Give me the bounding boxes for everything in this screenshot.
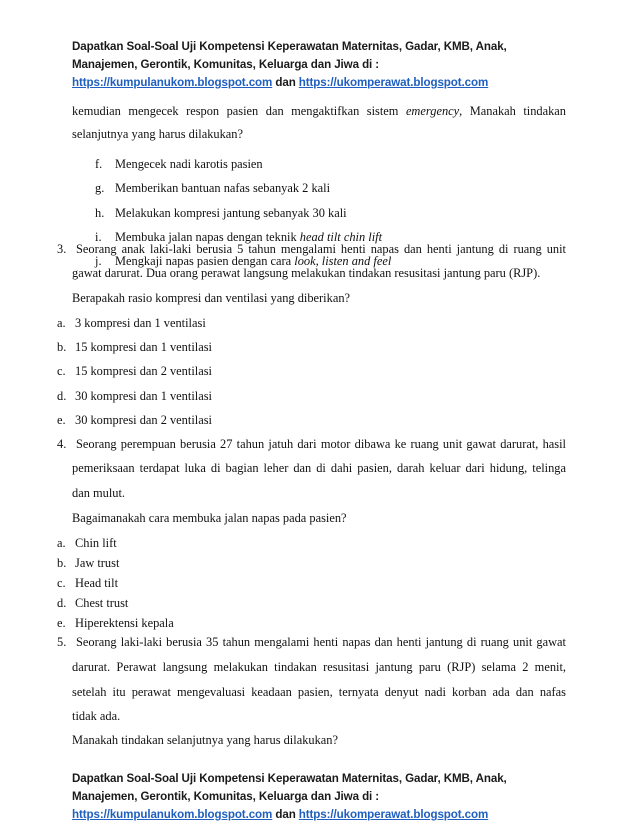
list-item: f. Mengecek nadi karotis pasien xyxy=(95,157,263,171)
header-top-link-ukomperawat[interactable]: https://ukomperawat.blogspot.com xyxy=(298,76,489,89)
header-top-link-kumpulanukom[interactable]: https://kumpulanukom.blogspot.com xyxy=(72,76,273,89)
q3-line1: Seorang anak laki-laki berusia 5 tahun mengalami henti napas dan henti jantung di ruang unit xyxy=(76,242,566,256)
list-item: d. 30 kompresi dan 1 ventilasi xyxy=(57,389,212,403)
q4-line3: dan mulut. xyxy=(72,486,125,500)
header-top-conj: dan xyxy=(275,76,296,89)
question-number-4: 4. xyxy=(57,437,67,451)
q5-line1: Seorang laki-laki berusia 35 tahun mengalami henti napas dan henti jantung di ruang unit gawat xyxy=(76,635,566,649)
header-bottom-line1: Dapatkan Soal-Soal Uji Kompetensi Keperawatan Maternitas, Gadar, KMB, Anak, xyxy=(72,772,507,785)
list-item: a. Chin lift xyxy=(57,536,117,550)
list-item: j. Mengkaji napas pasien dengan cara look, listen and feel xyxy=(95,254,392,268)
header-bottom-links xyxy=(72,806,572,824)
header-top xyxy=(72,38,592,92)
header-bottom-conj: dan xyxy=(275,808,296,821)
list-item: h. Melakukan kompresi jantung sebanyak 30 kali xyxy=(95,206,347,220)
list-item: g. Memberikan bantuan nafas sebanyak 2 kali xyxy=(95,181,331,195)
q3-line2: gawat darurat. Dua orang perawat langsung melakukan tindakan resusitasi jantung paru (RJP). xyxy=(72,266,541,280)
intro-line2: selanjutnya yang harus dilakukan? xyxy=(72,127,244,141)
list-item: i. Membuka jalan napas dengan teknik head tilt chin lift xyxy=(95,230,383,244)
q4-line4: Bagaimanakah cara membuka jalan napas pada pasien? xyxy=(72,511,347,525)
header-top-line2: Manajemen, Gerontik, Komunitas, Keluarga dan Jiwa di : xyxy=(72,58,380,71)
q5-line4: tidak ada. xyxy=(72,709,121,723)
q4-line1: Seorang perempuan berusia 27 tahun jatuh dari motor dibawa ke ruang unit gawat darurat, hasil xyxy=(76,437,566,451)
q5-line3: setelah itu perawat mengevaluasi keadaan pasien, ternyata denyut nadi korban ada dan nafas xyxy=(72,685,566,699)
list-item: e. Hiperektensi kepala xyxy=(57,616,174,630)
list-item: c. 15 kompresi dan 2 ventilasi xyxy=(57,364,212,378)
list-item: a. 3 kompresi dan 1 ventilasi xyxy=(57,316,206,330)
list-item: c. Head tilt xyxy=(57,576,119,590)
list-item: d. Chest trust xyxy=(57,596,129,610)
q5-line2: darurat. Perawat langsung melakukan tindakan resusitasi jantung paru (RJP) selama 2 menit, xyxy=(72,660,566,674)
intro-line1: kemudian mengecek respon pasien dan mengaktifkan sistem emergency, Manakah tindakan xyxy=(72,104,566,118)
header-top-line1: Dapatkan Soal-Soal Uji Kompetensi Keperawatan Maternitas, Gadar, KMB, Anak, xyxy=(72,40,507,53)
list-item: e. 30 kompresi dan 2 ventilasi xyxy=(57,413,212,427)
list-item: b. Jaw trust xyxy=(57,556,120,570)
header-bottom-link-kumpulanukom[interactable]: https://kumpulanukom.blogspot.com xyxy=(72,808,273,821)
question-number-3: 3. xyxy=(57,242,67,256)
header-bottom-line2: Manajemen, Gerontik, Komunitas, Keluarga dan Jiwa di : xyxy=(72,790,380,803)
q3-line3: Berapakah rasio kompresi dan ventilasi yang diberikan? xyxy=(72,291,351,305)
q5-line5: Manakah tindakan selanjutnya yang harus dilakukan? xyxy=(72,733,338,747)
header-bottom-link-ukomperawat[interactable]: https://ukomperawat.blogspot.com xyxy=(298,808,489,821)
header-bottom xyxy=(72,770,572,826)
question-number-5: 5. xyxy=(57,635,67,649)
list-item: b. 15 kompresi dan 1 ventilasi xyxy=(57,340,212,354)
q4-line2: pemeriksaan terdapat luka di bagian leher dan di dahi pasien, darah keluar dari hidung, telinga xyxy=(72,461,566,475)
header-top-links xyxy=(72,74,592,92)
